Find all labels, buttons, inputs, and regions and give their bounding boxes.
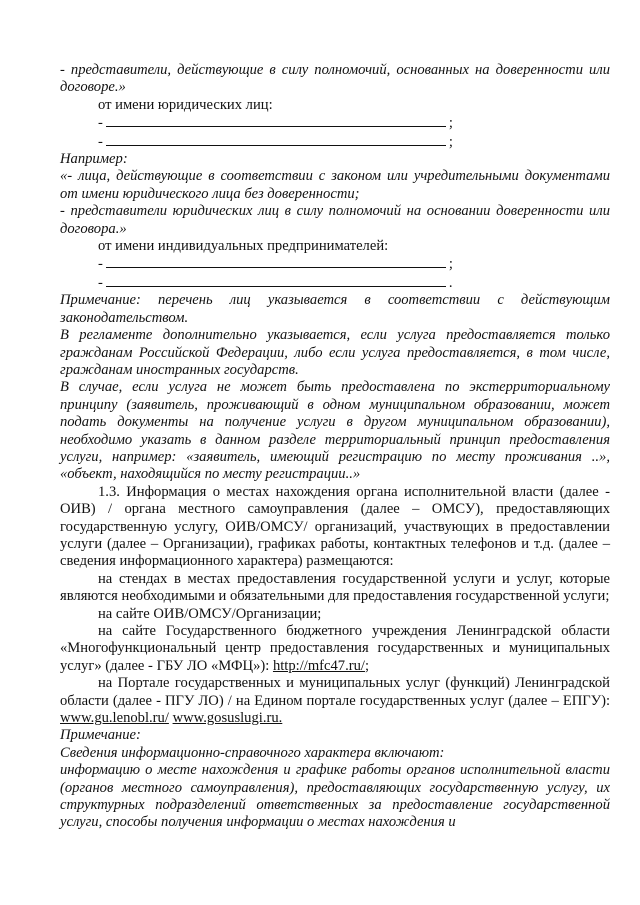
website-paragraph: на сайте ОИВ/ОМСУ/Организации; [98, 605, 322, 622]
note-label: Примечание: [60, 727, 141, 744]
blank-line-entrepreneur-1: - ; [98, 256, 453, 273]
fill-in-rule [106, 274, 446, 287]
example-paragraph-2: - представители юридических лиц в силу полномочий на основании доверенности или договора.» [60, 203, 610, 237]
territorial-paragraph: В случае, если услуга не может быть предоставлена по экстерриториальному принципу (заявитель, проживающий в одном муниципальном образовании, может подать документы на получение услуги в другом муниципальном образовании), необходимо указать в данном разделе территориальный принцип предоставления услуги, например: «заявитель, имеющий регистрацию по месту проживания ..», «объект, находящийся по месту регистрации..» [60, 379, 610, 483]
blank-line-legal-1: - ; [98, 115, 453, 132]
fill-in-rule [106, 255, 446, 268]
legal-entities-heading: от имени юридических лиц: [98, 96, 273, 113]
lenobl-link[interactable]: www.gu.lenobl.ru/ [60, 710, 169, 727]
portal-paragraph: на Портале государственных и муниципальных услуг (функций) Ленинградской области (далее - ПГУ ЛО) / на Едином портале государственных услуг (далее – ЕПГУ): www.gu.lenobl.ru/ www.gosuslugi.ru. [60, 675, 610, 727]
fill-in-rule [106, 133, 446, 146]
example-label: Например: [60, 151, 128, 168]
mfc-paragraph: на сайте Государственного бюджетного учреждения Ленинградской области «Многофункциональный центр предоставления государственных и муниципальных услуг» (далее - ГБУ ЛО «МФЦ»): http://mfc47.ru/; [60, 623, 610, 674]
gosuslugi-link[interactable]: www.gosuslugi.ru. [172, 710, 283, 727]
info-includes-label: Сведения информационно-справочного характера включают: [60, 744, 445, 761]
citizenship-paragraph: В регламенте дополнительно указывается, если услуга предоставляется только гражданам Российской Федерации, либо если услуга предоставляется, в том числе, гражданам иностранных государств. [60, 327, 610, 378]
section-1-3-paragraph: 1.3. Информация о местах нахождения органа исполнительной власти (далее - ОИВ) / органа местного самоуправления (далее – ОМСУ), предоставляющих государственную услугу, ОИВ/ОМСУ/ организаций, участвующих в предоставлении услуги (далее – Организации), графиках работы, контактных телефонов и т.д. (далее – сведения информационного характера) размещаются: [60, 483, 610, 570]
representatives-paragraph: - представители, действующие в силу полномочий, основанных на доверенности или договоре.» [60, 62, 610, 96]
entrepreneurs-heading: от имени индивидуальных предпринимателей: [98, 238, 389, 255]
fill-in-rule [106, 114, 446, 127]
document-page [60, 62, 610, 832]
mfc-link[interactable]: http://mfc47.ru/ [272, 657, 365, 674]
blank-line-entrepreneur-2: - . [98, 274, 453, 291]
note-paragraph: Примечание: перечень лиц указывается в соответствии с действующим законодательством. [60, 292, 610, 326]
blank-line-legal-2: - ; [98, 133, 453, 150]
stands-paragraph: на стендах в местах предоставления государственной услуги и услуг, которые являются необходимыми и обязательными для предоставления государственной услуги; [60, 570, 610, 605]
info-paragraph: информацию о месте нахождения и графике работы органов исполнительной власти (органов местного самоуправления), предоставляющих государственную услугу, их структурных подразделений ответственных за предоставление государственной услуги, способы получения информации о местах нахождения и [60, 762, 610, 831]
example-paragraph-1: «- лица, действующие в соответствии с законом или учредительными документами от имени юридического лица без доверенности; [60, 168, 610, 202]
